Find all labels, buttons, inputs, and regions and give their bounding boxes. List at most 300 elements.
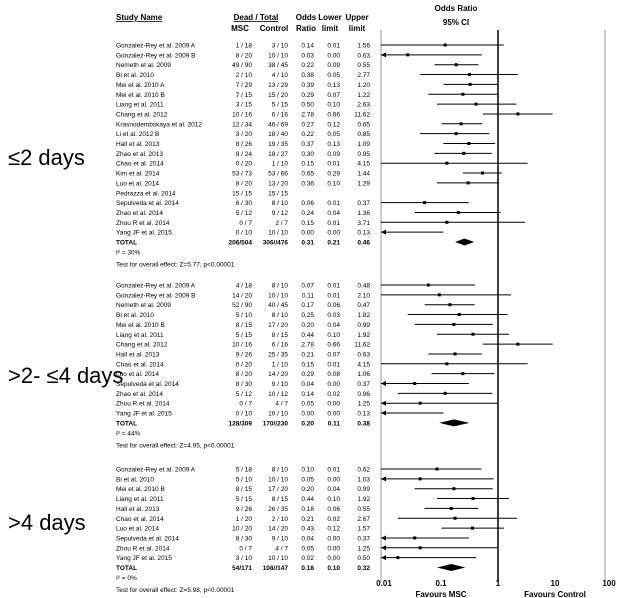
- lower-limit-value: 0.02: [327, 515, 340, 523]
- lower-limit-value: 0.66: [327, 111, 340, 119]
- odds-ratio-value: 0.10: [301, 466, 314, 474]
- msc-count: 7 / 29: [235, 81, 252, 89]
- lower-limit-value: 0.00: [327, 410, 340, 418]
- upper-limit-value: 1.44: [357, 170, 370, 178]
- upper-limit-value: 11.62: [354, 341, 370, 349]
- odds-ratio-value: 0.44: [301, 331, 314, 339]
- upper-limit-value: 1.57: [357, 525, 370, 533]
- lower-limit-value: 0.01: [327, 200, 340, 208]
- ci-arrow: [381, 555, 386, 560]
- point-estimate: [413, 382, 416, 385]
- upper-limit-value: 0.47: [357, 302, 370, 310]
- heterogeneity-i2: I² = 44%: [116, 430, 141, 438]
- msc-count: 9 / 24: [235, 150, 252, 158]
- lower-limit-value: 0.10: [327, 496, 340, 504]
- odds-ratio-value: 0.14: [301, 390, 314, 398]
- ci-arrow: [381, 411, 386, 416]
- overall-effect-test: Test for overall effect: Z=5.77, p<0.00001: [116, 261, 235, 269]
- lower-limit-value: 0.07: [327, 351, 340, 359]
- group-label: ≤2 days: [8, 145, 85, 170]
- odds-ratio-value: 0.06: [301, 200, 314, 208]
- control-count: 10 / 10: [268, 229, 288, 237]
- x-label-favours-control: Favours Control: [524, 590, 586, 598]
- lower-limit-value: 0.12: [327, 121, 340, 129]
- odds-ratio-value: 0.20: [301, 321, 314, 329]
- point-estimate: [516, 343, 519, 346]
- lower-limit-value: 0.04: [327, 486, 340, 494]
- overall-effect-test: Test for overall effect: Z=4.95, p<0.00001: [116, 442, 235, 450]
- msc-count: 0 / 20: [235, 160, 252, 168]
- msc-count: 3 / 20: [235, 131, 252, 139]
- msc-count: 8 / 15: [235, 486, 252, 494]
- study-name: Gonzalez-Rey et al. 2009 B: [116, 52, 196, 60]
- control-count: 8 / 15: [271, 331, 288, 339]
- lower-limit-value: 0.12: [327, 525, 340, 533]
- upper-limit-value: 1.29: [357, 180, 370, 188]
- study-name: Gonzalez-Rey et al. 2009 A: [116, 282, 196, 290]
- total-control: 306//476: [262, 239, 288, 247]
- control-count: 4 / 7: [275, 400, 288, 408]
- msc-count: 9 / 26: [235, 351, 252, 359]
- upper-limit-value: 1.82: [357, 312, 370, 320]
- control-count: 8 / 10: [271, 312, 288, 320]
- lower-limit-value: 0.01: [327, 42, 340, 50]
- total-msc: 128/309: [228, 420, 252, 428]
- col-header-upper-limit: limit: [348, 24, 366, 33]
- control-count: 8 / 10: [271, 200, 288, 208]
- control-count: 13 / 20: [268, 180, 288, 188]
- upper-limit-value: 4.15: [357, 160, 370, 168]
- control-count: 8 / 10: [271, 282, 288, 290]
- point-estimate: [460, 122, 463, 125]
- control-count: 46 / 69: [268, 121, 288, 129]
- study-name: Zhao et al. 2014: [116, 209, 163, 217]
- total-msc: 206/504: [228, 239, 252, 247]
- lower-limit-value: 0.00: [327, 545, 340, 553]
- study-name: Sepulveda et al. 2014: [116, 535, 179, 543]
- summary-diamond: [455, 239, 474, 246]
- odds-ratio-value: 0.00: [301, 410, 314, 418]
- upper-limit-value: 0.63: [357, 52, 370, 60]
- lower-limit-value: 0.10: [327, 331, 340, 339]
- total-lower-limit: 0.21: [327, 239, 340, 247]
- point-estimate: [396, 556, 399, 559]
- lower-limit-value: 0.01: [327, 219, 340, 227]
- odds-ratio-value: 0.04: [301, 381, 314, 388]
- lower-limit-value: 0.66: [327, 341, 340, 349]
- upper-limit-value: 2.10: [357, 292, 370, 300]
- upper-limit-value: 1.56: [357, 42, 370, 50]
- msc-count: 0 / 10: [235, 229, 252, 237]
- study-name: Yang JF et al. 2015: [116, 555, 172, 563]
- point-estimate: [461, 93, 464, 96]
- study-name: Luo et al. 2014: [116, 371, 160, 379]
- lower-limit-value: 0.13: [327, 141, 340, 148]
- control-count: 10 / 12: [268, 390, 288, 398]
- control-count: 2 / 10: [271, 515, 288, 523]
- study-name: Luo et al. 2014: [116, 525, 160, 533]
- control-count: 15 / 20: [268, 91, 288, 99]
- odds-ratio-value: 0.65: [301, 170, 314, 178]
- point-estimate: [445, 162, 448, 165]
- study-name: Zhou R et al. 2014: [116, 545, 170, 553]
- control-count: 10 / 10: [268, 476, 288, 484]
- control-count: 18 / 40: [268, 131, 288, 139]
- point-estimate: [455, 63, 458, 66]
- msc-count: 1 / 18: [235, 42, 252, 50]
- col-header-lower: Lower: [318, 13, 342, 22]
- study-name: Gonzalez-Rey et al. 2009 B: [116, 292, 196, 300]
- point-estimate: [452, 487, 455, 490]
- study-name: Yang JF et al. 2015: [116, 410, 172, 418]
- total-upper-limit: 0.38: [357, 420, 370, 428]
- lower-limit-value: 0.01: [327, 466, 340, 474]
- total-label: TOTAL: [116, 420, 138, 428]
- upper-limit-value: 4.15: [357, 361, 370, 369]
- lower-limit-value: 0.06: [327, 302, 340, 310]
- point-estimate: [455, 132, 458, 135]
- ci-arrow: [381, 381, 386, 386]
- odds-ratio-value: 0.22: [301, 62, 314, 70]
- msc-count: 5 / 12: [235, 390, 252, 398]
- control-count: 10 / 10: [268, 410, 288, 418]
- control-count: 9 / 10: [271, 381, 288, 388]
- total-upper-limit: 0.32: [357, 565, 370, 572]
- msc-count: 5 / 10: [235, 312, 252, 320]
- summary-diamond: [437, 564, 465, 571]
- odds-ratio-value: 0.50: [301, 101, 314, 109]
- lower-limit-value: 0.09: [327, 62, 340, 70]
- study-name: Chao et al. 2014: [116, 515, 164, 523]
- msc-count: 9 / 26: [235, 505, 252, 513]
- control-count: 6 / 16: [271, 111, 288, 119]
- upper-limit-value: 1.20: [357, 81, 370, 89]
- upper-limit-value: 1.22: [357, 91, 370, 99]
- total-control: 170//230: [262, 420, 288, 428]
- study-name: Nemeth et al. 2009: [116, 62, 171, 70]
- point-estimate: [475, 103, 478, 106]
- odds-ratio-value: 0.15: [301, 219, 314, 227]
- study-name: Chao et al. 2014: [116, 361, 164, 369]
- odds-ratio-value: 0.05: [301, 476, 314, 484]
- study-name: Mei et al. 2010 B: [116, 486, 165, 494]
- lower-limit-value: 0.03: [327, 312, 340, 320]
- point-estimate: [445, 221, 448, 224]
- control-count: 40 / 45: [268, 302, 288, 310]
- total-lower-limit: 0.10: [327, 565, 340, 572]
- msc-count: 10 / 16: [232, 341, 252, 349]
- control-count: 9 / 10: [271, 535, 288, 543]
- lower-limit-value: 0.00: [327, 476, 340, 484]
- point-estimate: [413, 536, 416, 539]
- study-name: Krasnodembskaya et al. 2012: [116, 121, 202, 129]
- study-name: Liang et al. 2011: [116, 496, 164, 504]
- col-header-lower-limit: limit: [321, 24, 339, 33]
- x-tick-100: 100: [602, 579, 616, 588]
- control-count: 4 / 10: [271, 72, 288, 80]
- msc-count: 0 / 7: [239, 219, 252, 227]
- lower-limit-value: 0.09: [327, 150, 340, 158]
- control-count: 6 / 16: [271, 341, 288, 349]
- control-count: 10 / 10: [268, 555, 288, 563]
- control-count: 8 / 10: [271, 466, 288, 474]
- lower-limit-value: 0.01: [327, 361, 340, 369]
- upper-limit-value: 0.37: [357, 381, 370, 388]
- point-estimate: [461, 372, 464, 375]
- point-estimate: [419, 546, 422, 549]
- odds-ratio-value: 0.11: [301, 292, 314, 300]
- study-name: Chang et al. 2012: [116, 341, 168, 349]
- study-name: Chao et al. 2014: [116, 160, 164, 168]
- upper-limit-value: 0.48: [357, 282, 370, 290]
- msc-count: 8 / 15: [235, 321, 252, 329]
- upper-limit-value: 0.13: [357, 410, 370, 418]
- lower-limit-value: 0.08: [327, 371, 340, 379]
- study-name: Kim et al. 2014: [116, 170, 160, 178]
- odds-ratio-value: 0.43: [301, 525, 314, 533]
- odds-ratio-value: 0.17: [301, 302, 314, 310]
- odds-ratio-value: 0.30: [301, 150, 314, 158]
- point-estimate: [472, 333, 475, 336]
- control-count: 3 / 10: [271, 42, 288, 50]
- upper-limit-value: 1.92: [357, 331, 370, 339]
- upper-limit-value: 1.92: [357, 496, 370, 504]
- msc-count: 3 / 10: [235, 555, 252, 563]
- upper-limit-value: 0.37: [357, 535, 370, 543]
- control-count: 25 / 35: [268, 351, 288, 359]
- upper-limit-value: 0.85: [357, 131, 370, 139]
- odds-ratio-value: 0.00: [301, 229, 314, 237]
- study-name: Chang et al. 2012: [116, 111, 168, 119]
- lower-limit-value: 0.10: [327, 101, 340, 109]
- msc-count: 15 / 15: [232, 190, 252, 198]
- msc-count: 8 / 30: [235, 381, 252, 388]
- upper-limit-value: 1.36: [357, 209, 370, 217]
- lower-limit-value: 0.06: [327, 505, 340, 513]
- msc-count: 0 / 7: [239, 545, 252, 553]
- col-header-study: Study Name: [116, 13, 163, 22]
- control-count: 1 / 10: [271, 361, 288, 369]
- lower-limit-value: 0.05: [327, 72, 340, 80]
- control-count: 26 / 35: [268, 505, 288, 513]
- point-estimate: [427, 284, 430, 287]
- msc-count: 52 / 90: [232, 302, 252, 310]
- lower-limit-value: 0.00: [327, 400, 340, 408]
- point-estimate: [471, 527, 474, 530]
- upper-limit-value: 0.65: [357, 121, 370, 129]
- control-count: 9 / 12: [271, 209, 288, 217]
- control-count: 8 / 15: [271, 496, 288, 504]
- total-label: TOTAL: [116, 239, 138, 247]
- study-name: Li et al. 2012 B: [116, 131, 160, 139]
- msc-count: 5 / 18: [235, 466, 252, 474]
- point-estimate: [457, 211, 460, 214]
- msc-count: 5 / 12: [235, 209, 252, 217]
- upper-limit-value: 1.03: [357, 476, 370, 484]
- odds-ratio-value: 0.14: [301, 42, 314, 50]
- study-name: Mei et al. 2010 B: [116, 91, 165, 99]
- point-estimate: [458, 313, 461, 316]
- study-name: Luo et al. 2014: [116, 180, 160, 188]
- upper-limit-value: 0.62: [357, 466, 370, 474]
- control-count: 1 / 10: [271, 160, 288, 168]
- study-name: Zhao et al. 2013: [116, 150, 163, 158]
- msc-count: 0 / 7: [239, 400, 252, 408]
- study-name: Zhou R et al. 2014: [116, 400, 170, 408]
- msc-count: 8 / 20: [235, 180, 252, 188]
- control-count: 38 / 45: [268, 62, 288, 70]
- msc-count: 5 / 10: [235, 476, 252, 484]
- odds-ratio-value: 0.25: [301, 312, 314, 320]
- lower-limit-value: 0.02: [327, 390, 340, 398]
- msc-count: 4 / 18: [235, 282, 252, 290]
- msc-count: 53 / 73: [232, 170, 252, 178]
- odds-ratio-value: 0.29: [301, 91, 314, 99]
- study-name: Gonzalez-Rey et al. 2009 A: [116, 42, 196, 50]
- study-name: Liang et al. 2011: [116, 331, 164, 339]
- upper-limit-value: 1.06: [357, 371, 370, 379]
- odds-ratio-value: 0.44: [301, 496, 314, 504]
- msc-count: 0 / 10: [235, 410, 252, 418]
- plot-title-line2: 95% CI: [442, 18, 470, 27]
- x-tick-1: 1: [495, 579, 501, 588]
- odds-ratio-value: 2.78: [301, 111, 314, 119]
- odds-ratio-value: 0.24: [301, 209, 314, 217]
- msc-count: 10 / 20: [232, 525, 252, 533]
- msc-count: 5 / 15: [235, 331, 252, 339]
- control-count: 10 / 10: [268, 292, 288, 300]
- study-name: Mei et al. 2010 B: [116, 321, 165, 329]
- point-estimate: [444, 392, 447, 395]
- x-tick-0.1: 0.1: [435, 579, 447, 588]
- lower-limit-value: 0.00: [327, 381, 340, 388]
- point-estimate: [454, 517, 457, 520]
- odds-ratio-value: 2.78: [301, 341, 314, 349]
- upper-limit-value: 0.96: [357, 390, 370, 398]
- odds-ratio-value: 0.05: [301, 400, 314, 408]
- lower-limit-value: 0.05: [327, 131, 340, 139]
- point-estimate: [423, 201, 426, 204]
- lower-limit-value: 0.01: [327, 292, 340, 300]
- ci-arrow: [381, 401, 386, 406]
- upper-limit-value: 0.13: [357, 229, 370, 237]
- study-name: Nemeth et al. 2009: [116, 302, 171, 310]
- odds-ratio-value: 0.21: [301, 515, 314, 523]
- lower-limit-value: 0.01: [327, 282, 340, 290]
- odds-ratio-value: 0.36: [301, 180, 314, 188]
- point-estimate: [445, 362, 448, 365]
- study-name: Sepulveda et al. 2014: [116, 381, 179, 388]
- control-count: 5 / 15: [271, 101, 288, 109]
- plot-title-line1: Odds Ratio: [434, 4, 478, 13]
- odds-ratio-value: 0.05: [301, 545, 314, 553]
- odds-ratio-value: 0.04: [301, 535, 314, 543]
- odds-ratio-value: 0.21: [301, 351, 314, 359]
- point-estimate: [419, 477, 422, 480]
- msc-count: 10 / 16: [232, 111, 252, 119]
- point-estimate: [472, 497, 475, 500]
- odds-ratio-value: 0.18: [301, 505, 314, 513]
- point-estimate: [438, 293, 441, 296]
- control-count: 19 / 35: [268, 141, 288, 148]
- group-label: >2- ≤4 days: [8, 363, 124, 388]
- ci-arrow: [381, 476, 386, 481]
- col-header-control: Control: [259, 24, 289, 33]
- heterogeneity-i2: I² = 30%: [116, 249, 141, 257]
- msc-count: 3 / 15: [235, 101, 252, 109]
- heterogeneity-i2: I² = 0%: [116, 574, 137, 582]
- study-name: Hall et al. 2013: [116, 141, 160, 148]
- study-name: Hall et al. 2013: [116, 505, 160, 513]
- study-name: Bi et al. 2010: [116, 476, 154, 484]
- point-estimate: [444, 44, 447, 47]
- study-name: Liang et al. 2011: [116, 101, 164, 109]
- lower-limit-value: 0.13: [327, 81, 340, 89]
- control-count: 14 / 20: [268, 525, 288, 533]
- upper-limit-value: 0.99: [357, 321, 370, 329]
- odds-ratio-value: 0.02: [301, 555, 314, 563]
- study-name: Bi et al. 2010: [116, 312, 154, 320]
- col-header-msc: MSC: [231, 24, 249, 33]
- total-msc: 54/171: [232, 565, 252, 572]
- overall-effect-test: Test for overall effect: Z=5.98, p<0.00001: [116, 587, 235, 595]
- msc-count: 12 / 34: [232, 121, 252, 129]
- odds-ratio-value: 0.15: [301, 160, 314, 168]
- col-header-upper: Upper: [345, 13, 369, 22]
- upper-limit-value: 0.55: [357, 505, 370, 513]
- x-label-favours-msc: Favours MSC: [415, 590, 467, 598]
- control-count: 14 / 20: [268, 371, 288, 379]
- msc-count: 0 / 20: [235, 361, 252, 369]
- msc-count: 8 / 30: [235, 535, 252, 543]
- point-estimate: [467, 181, 470, 184]
- odds-ratio-value: 0.37: [301, 141, 314, 148]
- upper-limit-value: 0.99: [357, 486, 370, 494]
- lower-limit-value: 0.04: [327, 209, 340, 217]
- col-header-odds: Odds: [295, 13, 317, 22]
- point-estimate: [469, 83, 472, 86]
- upper-limit-value: 0.50: [357, 555, 370, 563]
- ci-arrow: [381, 52, 386, 57]
- study-name: Bi et al. 2010: [116, 72, 154, 80]
- control-count: 53 / 66: [268, 170, 288, 178]
- study-name: Hall et al. 2013: [116, 351, 160, 359]
- point-estimate: [452, 323, 455, 326]
- total-control: 108//147: [262, 565, 288, 572]
- odds-ratio-value: 0.22: [301, 131, 314, 139]
- total-lower-limit: 0.11: [327, 420, 340, 428]
- total-odds-ratio: 0.31: [301, 239, 314, 247]
- upper-limit-value: 0.95: [357, 150, 370, 158]
- control-count: 17 / 20: [268, 321, 288, 329]
- study-name: Yang JF et al. 2015: [116, 229, 172, 237]
- total-odds-ratio: 0.18: [301, 565, 314, 572]
- msc-count: 8 / 20: [235, 371, 252, 379]
- msc-count: 14 / 20: [232, 292, 252, 300]
- x-tick-0.01: 0.01: [376, 579, 392, 588]
- point-estimate: [450, 507, 453, 510]
- lower-limit-value: 0.01: [327, 160, 340, 168]
- odds-ratio-value: 0.39: [301, 81, 314, 89]
- upper-limit-value: 1.25: [357, 545, 370, 553]
- point-estimate: [462, 152, 465, 155]
- summary-diamond: [439, 419, 469, 426]
- total-upper-limit: 0.46: [357, 239, 370, 247]
- lower-limit-value: 0.07: [327, 91, 340, 99]
- upper-limit-value: 1.25: [357, 400, 370, 408]
- lower-limit-value: 0.00: [327, 229, 340, 237]
- study-name: Mei et al. 2010 A: [116, 81, 165, 89]
